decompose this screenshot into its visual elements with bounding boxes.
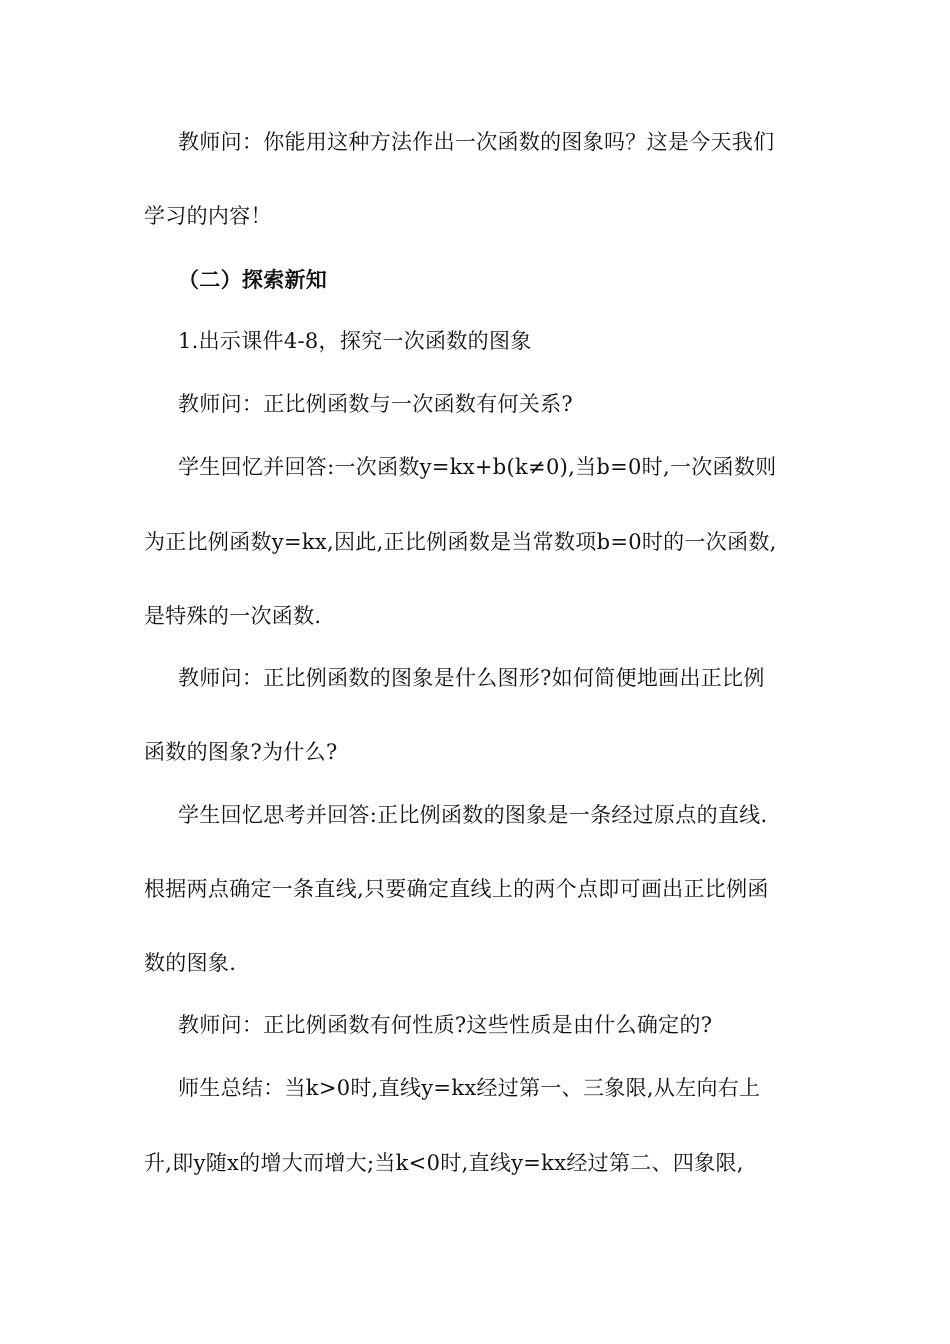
paragraph-line: 根据两点确定一条直线,只要确定直线上的两个点即可画出正比例函 <box>144 877 769 901</box>
paragraph-line: 师生总结：当k>0时,直线y=kx经过第一、三象限,从左向右上 <box>178 1076 761 1100</box>
paragraph-line: 教师问：正比例函数与一次函数有何关系? <box>178 392 573 416</box>
paragraph-line: 数的图象. <box>144 951 237 975</box>
paragraph-line: 学习的内容！ <box>144 204 272 228</box>
paragraph-line: 学生回忆并回答:一次函数y=kx+b(k≠0),当b=0时,一次函数则 <box>178 455 777 479</box>
paragraph-line: 学生回忆思考并回答:正比例函数的图象是一条经过原点的直线. <box>178 803 768 827</box>
paragraph-line: 教师问：正比例函数的图象是什么图形?如何简便地画出正比例 <box>178 666 765 690</box>
paragraph-line: 是特殊的一次函数. <box>144 604 322 628</box>
paragraph-line: 函数的图象?为什么? <box>144 740 338 764</box>
section-heading: （二）探索新知 <box>178 267 328 292</box>
paragraph-line: 教师问：正比例函数有何性质?这些性质是由什么确定的? <box>178 1013 713 1037</box>
list-item: 1.出示课件4-8，探究一次函数的图象 <box>178 329 532 353</box>
paragraph-line: 升,即y随x的增大而增大;当k<0时,直线y=kx经过第二、四象限, <box>144 1151 744 1175</box>
paragraph-line: 为正比例函数y=kx,因此,正比例函数是当常数项b=0时的一次函数, <box>144 530 777 554</box>
paragraph-line: 教师问：你能用这种方法作出一次函数的图象吗？这是今天我们 <box>178 130 775 154</box>
